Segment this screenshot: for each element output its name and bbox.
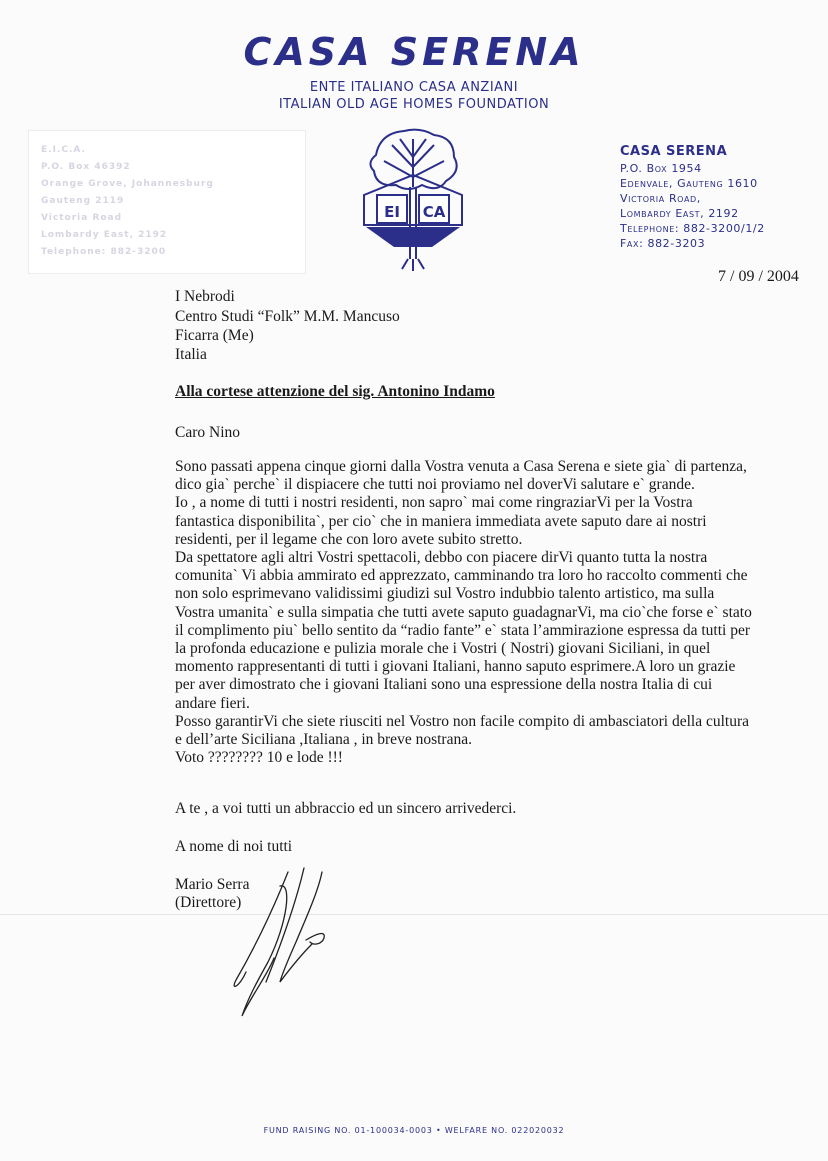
address-line: Fax: 882-3203: [620, 237, 706, 250]
letterhead-subtitle-english: ITALIAN OLD AGE HOMES FOUNDATION: [278, 97, 550, 112]
letter-subject: Alla cortese attenzione del sig. Antonino Indamo: [175, 383, 495, 400]
body-line: andare fieri.: [175, 694, 250, 712]
letter-date: 7 / 09 / 2004: [718, 268, 799, 285]
closing-line: A te , a voi tutti un abbraccio ed un sincero arrivederci.: [175, 800, 517, 817]
body-line: dico gia` perche` il dispiacere che tutti noi proviamo nel doverVi salutare e` grande.: [175, 476, 695, 494]
letter-body: [175, 458, 815, 767]
old-address-line: Lombardy East, 2192: [41, 230, 168, 240]
body-line: residenti, per il legame che con loro avete subito stretto.: [175, 530, 523, 548]
body-line: la profonda educazione e pulizia morale che i Vostri ( Nostri) giovani Siciliani, in quel: [175, 640, 711, 658]
old-address-line: Victoria Road: [41, 213, 123, 223]
old-address-line: Orange Grove, Johannesburg: [41, 179, 214, 189]
body-line: e dell’arte Siciliana ,Italiana , in breve nostrana.: [175, 731, 472, 749]
signatory-title: (Direttore): [175, 894, 242, 911]
salutation: Caro Nino: [175, 424, 241, 441]
body-line: Io , a nome di tutti i nostri residenti, non sapro` mai come ringraziarVi per la Vostra: [175, 494, 693, 512]
recipient-line: Italia: [175, 346, 207, 363]
body-line: non solo esprimevano validissimi giudizi sul Vostro indubbio talento artistico, ma sulla: [175, 585, 715, 603]
body-line: Voto ???????? 10 e lode !!!: [175, 749, 343, 767]
recipient-line: Ficarra (Me): [175, 327, 254, 344]
obscured-old-address: [28, 130, 306, 274]
logo-text-right: CA: [422, 203, 446, 221]
eica-tree-logo: [360, 127, 466, 273]
address-line: Edenvale, Gauteng 1610: [620, 177, 758, 190]
body-line: per aver dimostrato che i giovani Italiani sono una espressione della nostra Italia di cui: [175, 676, 713, 694]
recipient-line: Centro Studi “Folk” M.M. Mancuso: [175, 308, 400, 325]
body-line: comunita` Vi abbia ammirato ed apprezzato, camminando tra loro ho raccolto commenti che: [175, 567, 748, 585]
old-address-line: Gauteng 2119: [41, 196, 125, 206]
handwritten-signature: [222, 862, 332, 1022]
address-line: P.O. Box 1954: [620, 162, 702, 175]
body-line: Sono passati appena cinque giorni dalla Vostra venuta a Casa Serena e siete gia` di partenza,: [175, 458, 747, 475]
logo-text-left: EI: [384, 203, 400, 221]
paper-fold-line: [0, 914, 828, 915]
letterhead-subtitle-italian: ENTE ITALIANO CASA ANZIANI: [309, 80, 519, 95]
body-line: Posso garantirVi che siete riusciti nel Vostro non facile compito di ambasciatori della cultura: [175, 712, 749, 730]
body-line: momento rappresentanti di tutti i giovani Italiani, hanno saputo esprimere.A loro un grazie: [175, 658, 736, 676]
old-address-line: E.I.C.A.: [41, 145, 86, 155]
address-organisation-name: CASA SERENA: [620, 144, 728, 159]
address-line: Telephone: 882-3200/1/2: [620, 222, 765, 235]
old-address-line: P.O. Box 46392: [41, 162, 131, 172]
body-line: Vostra umanita` e sulla simpatia che tutti avete saputo guadagnarVi, ma cio`che forse e` stato: [175, 603, 752, 621]
signatory-name: Mario Serra: [175, 876, 250, 893]
footer-registration-numbers: FUND RAISING NO. 01-100034-0003 • WELFARE NO. 022020032: [263, 1126, 565, 1135]
sign-off: A nome di noi tutti: [175, 838, 293, 855]
body-line: Da spettatore agli altri Vostri spettacoli, debbo con piacere dirVi quanto tutta la nostra: [175, 549, 708, 567]
letterhead-address-block: [620, 144, 765, 251]
body-line: fantastica disponibilita`, per cio` che in maniera immediata avete saputo dare ai nostri: [175, 512, 707, 530]
body-line: il complimento piu` bello sentito da “radio fante” e` stata l’ammirazione espressa da tutti per: [175, 621, 751, 639]
address-line: Victoria Road,: [620, 192, 701, 205]
old-address-line: Telephone: 882-3200: [41, 247, 167, 257]
recipient-line: I Nebrodi: [175, 288, 235, 305]
address-line: Lombardy East, 2192: [620, 207, 739, 220]
letterhead-title: CASA SERENA: [243, 30, 585, 74]
